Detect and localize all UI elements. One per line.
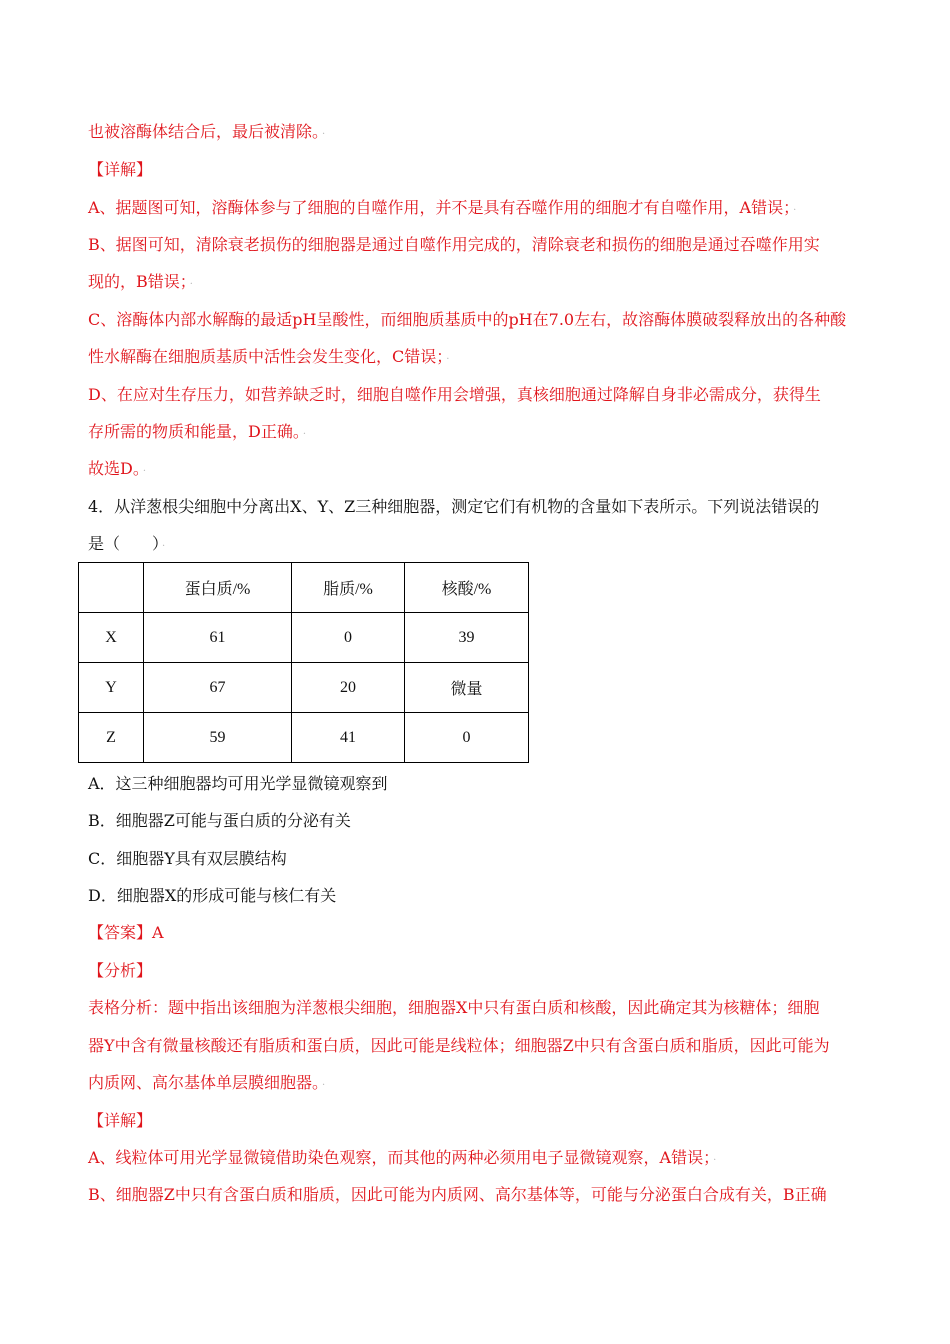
question-line2: 是（ ） · [88, 534, 166, 553]
detail-heading-1: 【详解】 [88, 160, 153, 179]
table-cell: 67 [144, 663, 292, 713]
explain-option-c-line1: C、溶酶体内部水解酶的最适pH呈酸性，而细胞质基质中的pH在7.0左右，故溶酶体膜破裂释放出的各种酸 [88, 310, 847, 329]
table-header-cell: 蛋白质/% [144, 563, 292, 613]
detail-heading-2: 【详解】 [88, 1111, 153, 1130]
option-c: C．细胞器Y具有双层膜结构 [88, 849, 287, 868]
table-cell: 41 [292, 713, 405, 763]
table-header-cell: 脂质/% [292, 563, 405, 613]
table-row [79, 713, 529, 763]
analysis-line3: 内质网、高尔基体单层膜细胞器。 · [88, 1073, 326, 1092]
detail-option-b: B、细胞器Z中只有含蛋白质和脂质，因此可能为内质网、高尔基体等，可能与分泌蛋白合成有关，B正确 [88, 1185, 827, 1204]
option-d: D．细胞器X的形成可能与核仁有关 [88, 886, 337, 905]
explain-option-d-line2: 存所需的物质和能量，D正确。 · [88, 422, 307, 441]
analysis-heading: 【分析】 [88, 961, 153, 980]
line-p1: 也被溶酶体结合后，最后被清除。 · [88, 122, 326, 141]
table-row [79, 663, 529, 713]
option-a: A．这三种细胞器均可用光学显微镜观察到 [88, 774, 388, 793]
table-header-cell [79, 563, 144, 613]
analysis-line2: 器Y中含有微量核酸还有脂质和蛋白质，因此可能是线粒体；细胞器Z中只有含蛋白质和脂质，因此可能为 [88, 1036, 830, 1055]
table-header-row [79, 563, 529, 613]
question-line1: 4．从洋葱根尖细胞中分离出X、Y、Z三种细胞器，测定它们有机物的含量如下表所示。下列说法错误的 [88, 497, 820, 516]
explain-option-d-line1: D、在应对生存压力，如营养缺乏时，细胞自噬作用会增强，真核细胞通过降解自身非必需成分，获得生 [88, 385, 821, 404]
table-cell: 20 [292, 663, 405, 713]
table-row [79, 613, 529, 663]
table-cell: 0 [292, 613, 405, 663]
explain-option-b-line1: B、据图可知，清除衰老损伤的细胞器是通过自噬作用完成的，清除衰老和损伤的细胞是通过吞噬作用实 [88, 235, 820, 254]
analysis-line1: 表格分析：题中指出该细胞为洋葱根尖细胞，细胞器X中只有蛋白质和核酸，因此确定其为核糖体；细胞 [88, 998, 820, 1017]
table-cell: X [79, 613, 144, 663]
detail-option-a: A、线粒体可用光学显微镜借助染色观察，而其他的两种必须用电子显微镜观察，A错误； · [88, 1148, 717, 1167]
option-b: B．细胞器Z可能与蛋白质的分泌有关 [88, 811, 351, 830]
table-cell: 微量 [405, 663, 529, 713]
table-cell: 0 [405, 713, 529, 763]
explain-option-b-line2: 现的，B错误； · [88, 272, 193, 291]
table-cell: 39 [405, 613, 529, 663]
explain-option-a: A、据题图可知，溶酶体参与了细胞的自噬作用，并不是具有吞噬作用的细胞才有自噬作用，A错误； · [88, 198, 797, 217]
table-cell: Z [79, 713, 144, 763]
table-header-cell: 核酸/% [405, 563, 529, 613]
table-cell: 59 [144, 713, 292, 763]
table-cell: 61 [144, 613, 292, 663]
answer-label: 【答案】A [88, 923, 164, 942]
explain-option-c-line2: 性水解酶在细胞质基质中活性会发生变化，C错误； · [88, 347, 450, 366]
organelle-table [78, 562, 529, 763]
table-cell: Y [79, 663, 144, 713]
conclusion: 故选D。 · [88, 459, 147, 478]
